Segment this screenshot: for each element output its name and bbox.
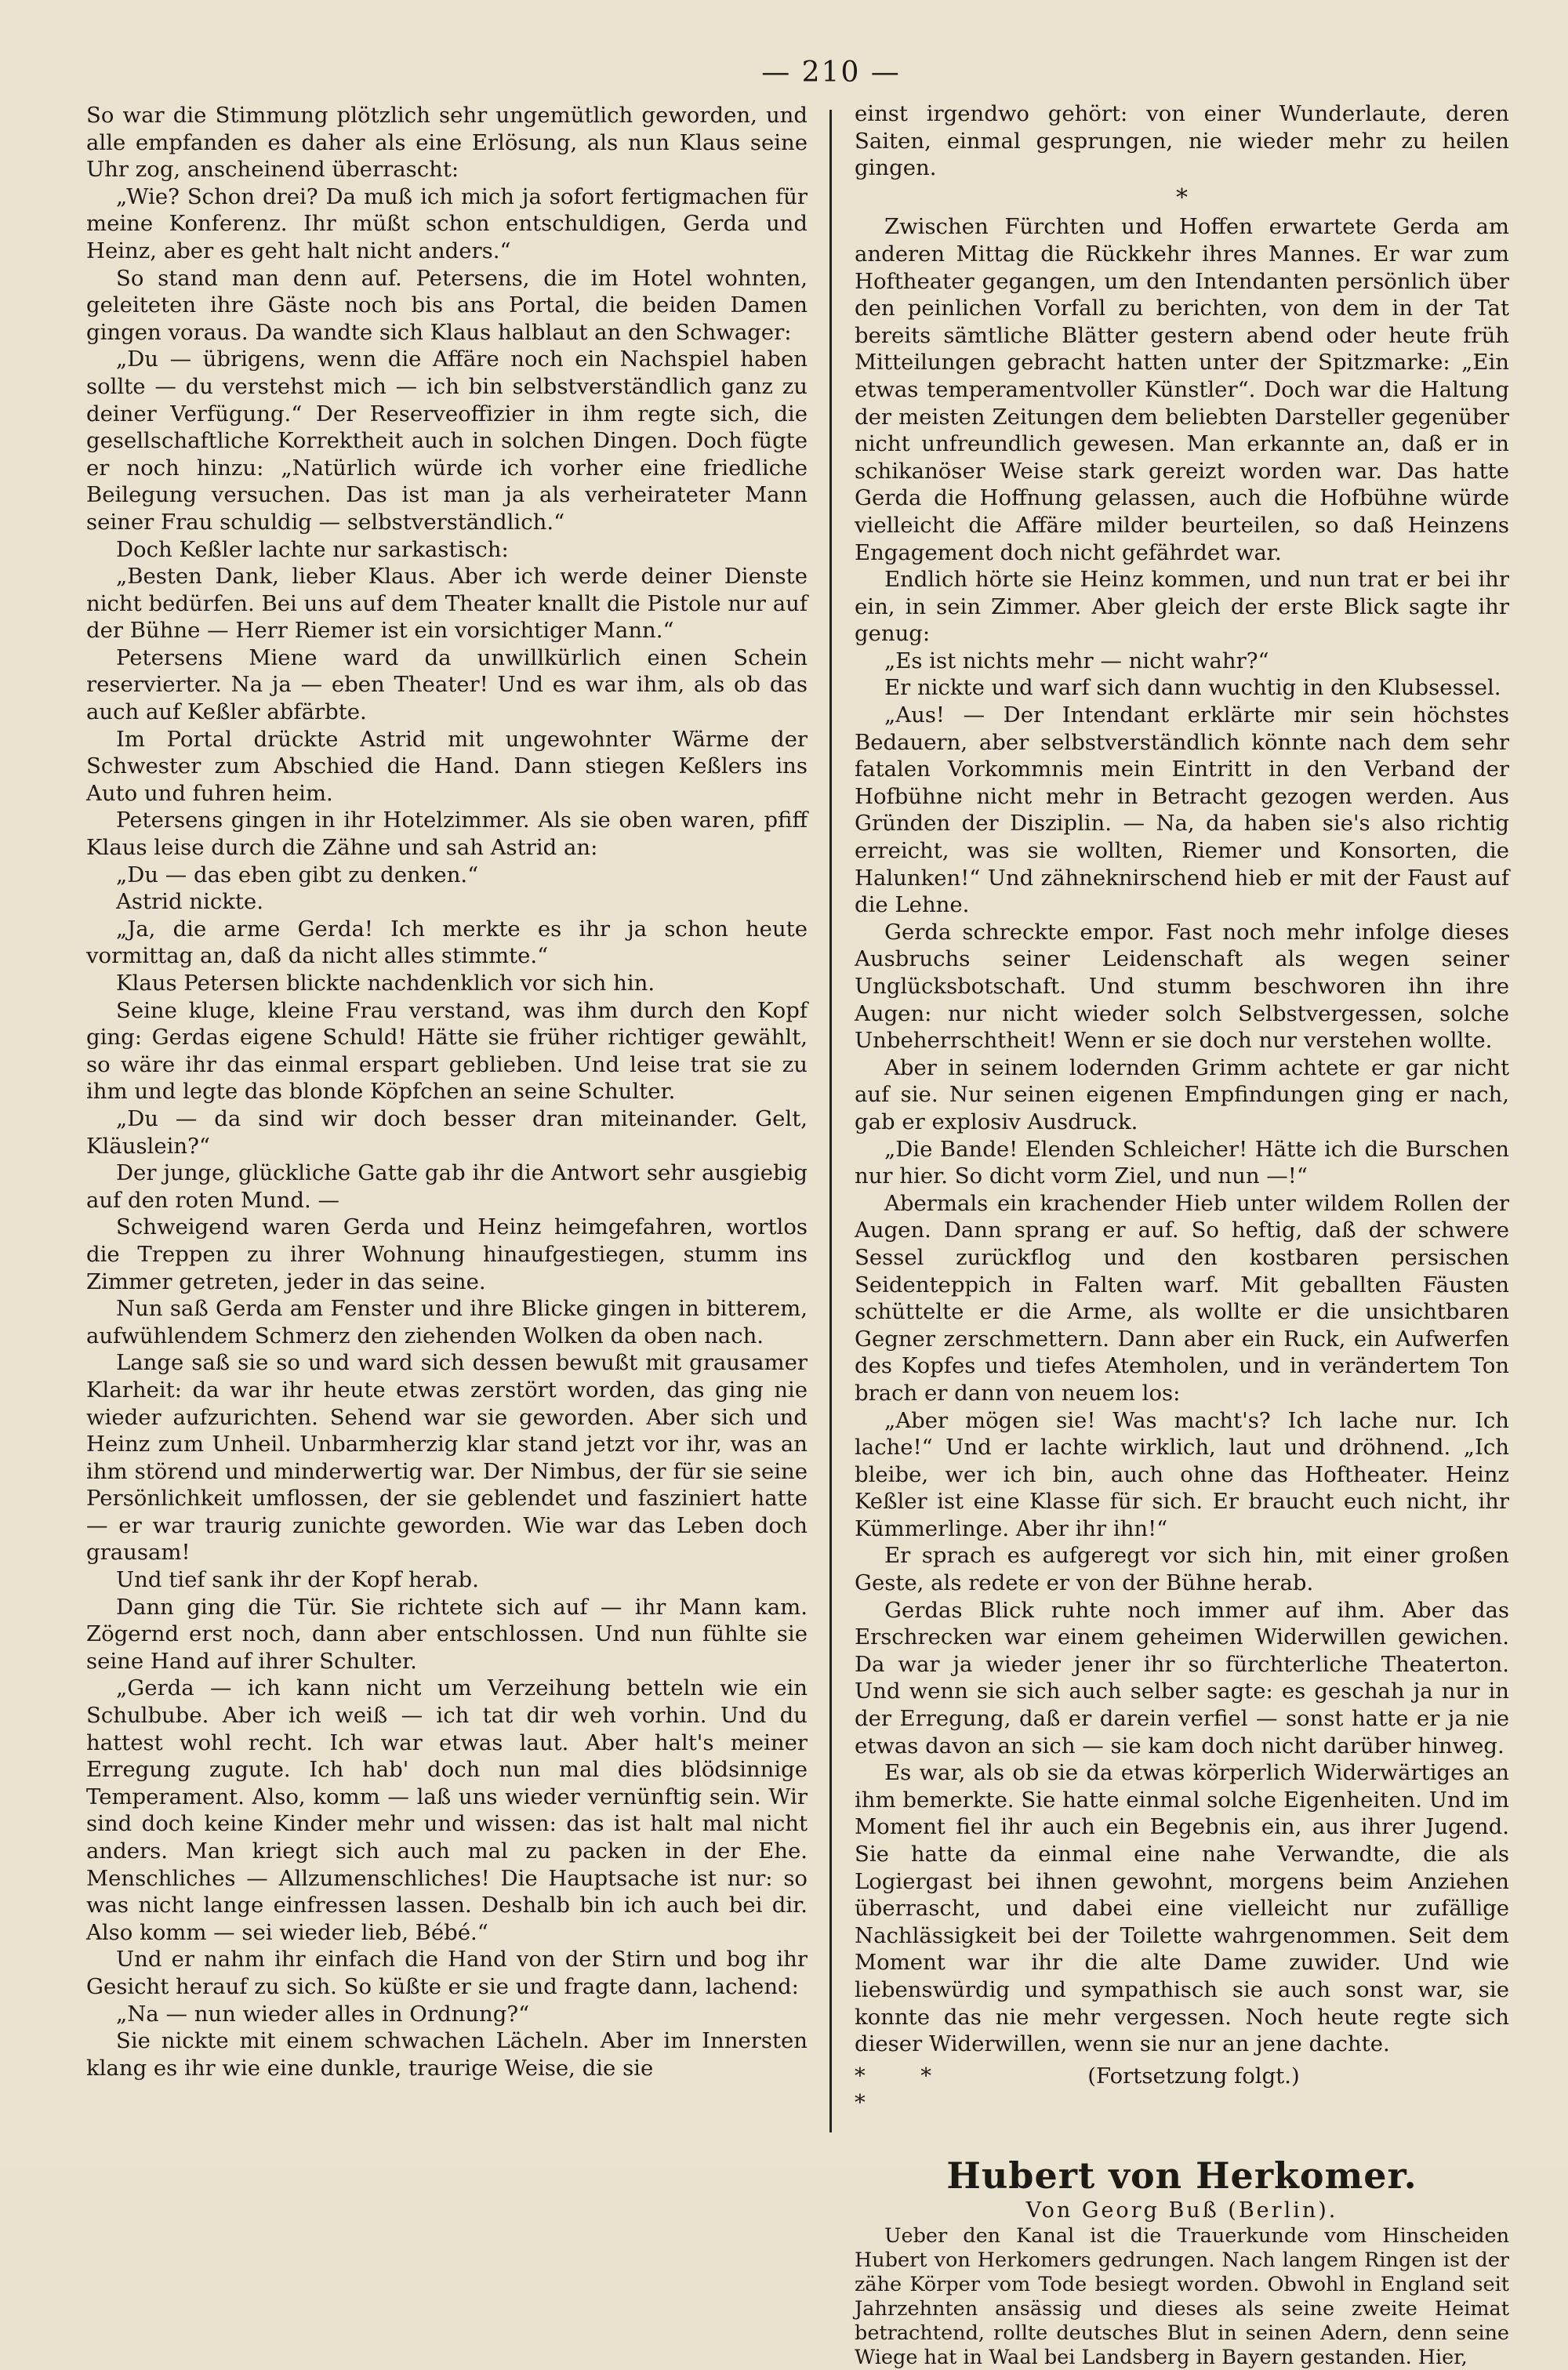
paragraph: „Du — da sind wir doch besser dran miteinander. Gelt, Kläuslein?“ — [86, 1105, 808, 1159]
article-body — [855, 2224, 1509, 2370]
paragraph: „Aus! — Der Intendant erklärte mir sein höchstes Bedauern, aber selbstverständlich könnte nach dem sehr fatalen Vorkommnis mein Eintritt in den Verband der Hofbühne nicht mehr in Betracht gezogen werden. Aus Gründen der Disziplin. — Na, da haben sie's also richtig erreicht, was sie wollten, Riemer und Konsorten, die Halunken!“ Und zähneknirschend hieb er mit der Faust auf die Lehne. — [855, 702, 1509, 918]
paragraph: „Ja, die arme Gerda! Ich merkte es ihr ja schon heute vormittag an, daß da nicht alles stimmte.“ — [86, 916, 808, 969]
paragraph: Gerda schreckte empor. Fast noch mehr infolge dieses Ausbruchs seiner Leidenschaft als wegen seiner Unglücksbotschaft. Und stumm beschworen ihn ihre Augen: nur nicht wieder solch Selbstvergessen, solche Unbeherrschtheit! Wenn er sie doch nur verstehen wollte. — [855, 919, 1509, 1054]
paragraph: Im Portal drückte Astrid mit ungewohnter Wärme der Schwester zum Abschied die Hand. Dann stiegen Keßlers ins Auto und fuhren heim. — [86, 726, 808, 806]
paragraph: Astrid nickte. — [116, 889, 263, 915]
paragraph: Dann ging die Tür. Sie richtete sich auf — ihr Mann kam. Zögernd erst noch, dann aber entschlossen. Und nun fühlte sie seine Hand auf ihrer Schulter. — [86, 1594, 808, 1674]
paragraph: Nun saß Gerda am Fenster und ihre Blicke gingen in bitterem, aufwühlendem Schmerz den ziehenden Wolken da oben nach. — [86, 1296, 808, 1348]
paragraph: Endlich hörte sie Heinz kommen, und nun trat er bei ihr ein, in sein Zimmer. Aber gleich der erste Blick sagte ihr genug: — [855, 567, 1509, 647]
paragraph: So war die Stimmung plötzlich sehr ungemütlich geworden, und alle empfanden es daher als eine Erlösung, als nun Klaus seine Uhr zog, anscheinend überrascht: — [86, 103, 808, 183]
left-column — [86, 102, 808, 2081]
paragraph: So stand man denn auf. Petersens, die im Hotel wohnten, geleiteten ihre Gäste noch bis ans Portal, die beiden Damen gingen voraus. Da wandte sich Klaus halblaut an den Schwager: — [86, 265, 808, 345]
paragraph: „Gerda — ich kann nicht um Verzeihung betteln wie ein Schulbube. Aber ich weiß — ich tat dir weh vorhin. Und du hattest wohl recht. Ich war etwas laut. Aber halt's meiner Erregung zugute. Ich hab' doch nun mal dies blödsinnige Temperament. Also, komm — laß uns wieder vernünftig sein. Wir sind doch keine Kinder mehr und wissen: das ist halt mal nicht anders. Man kriegt sich auch mal zu packen in der Ehe. Menschliches — Allzumenschliches! Die Hauptsache ist nur: so was nicht lange einfressen lassen. Deshalb bin ich auch bei dir. Also komm — sei wieder lieb, Bébé.“ — [86, 1675, 808, 1945]
paragraph: „Besten Dank, lieber Klaus. Aber ich werde deiner Dienste nicht bedürfen. Bei uns auf dem Theater knallt die Pistole nur auf der Bühne — Herr Riemer ist ein vorsichtiger Mann.“ — [86, 564, 808, 644]
paragraph: „Wie? Schon drei? Da muß ich mich ja sofort fertigmachen für meine Konferenz. Ihr müßt schon entschuldigen, Gerda und Heinz, aber es geht halt nicht anders.“ — [86, 183, 808, 263]
article-byline: Von Georg Buß (Berlin). — [1025, 2198, 1338, 2223]
paragraph: „Es ist nichts mehr — nicht wahr?“ — [884, 648, 1269, 673]
paragraph: Zwischen Fürchten und Hoffen erwartete Gerda am anderen Mittag die Rückkehr ihres Mannes. Er war zum Hoftheater gegangen, um den Intendanten persönlich über den peinlichen Vorfall zu berichten, von dem in der Tat bereits sämtliche Blätter gestern abend oder heute früh Mitteilungen gebracht hatten unter der Spitzmarke: „Ein etwas temperamentvoller Künstler“. Doch war die Haltung der meisten Zeitungen dem beliebten Darsteller gegenüber nicht unfreundlich gewesen. Man erkannte an, daß er in schikanöser Weise stark gereizt worden war. Das hatte Gerda die Hoffnung gelassen, auch die Hofbühne würde vielleicht die Affäre milder beurteilen, so daß Heinzens Engagement doch nicht gefährdet war. — [855, 214, 1509, 565]
paragraph: Gerdas Blick ruhte noch immer auf ihm. Aber das Erschrecken war einem geheimen Widerwillen gewichen. Da war ja wieder jener ihr so fürchterliche Theaterton. Und wenn sie sich auch selber sagte: es geschah ja nur in der Erregung, daß er darein verfiel — sonst hatte er ja nie etwas davon an sich — sie kam doch nicht darüber hinweg. — [855, 1597, 1509, 1758]
paragraph: Er nickte und warf sich dann wuchtig in den Klubsessel. — [884, 675, 1501, 701]
paragraph: Abermals ein krachender Hieb unter wildem Rollen der Augen. Dann sprang er auf. So heftig, daß der schwere Sessel zurückflog und den kostbaren persischen Seidenteppich in Falten warf. Mit geballten Fäusten schüttelte er die Arme, als wollte er die unsichtbaren Gegner zerschmettern. Dann aber ein Ruck, ein Aufwerfen des Kopfes und tiefes Atemholen, und in verändertem Ton brach er dann von neuem los: — [855, 1190, 1509, 1406]
continuation-note: (Fortsetzung folgt.) — [1087, 2063, 1300, 2089]
paragraph: Doch Keßler lachte nur sarkastisch: — [116, 536, 509, 562]
paragraph: Und er nahm ihr einfach die Hand von der Stirn und bog ihr Gesicht herauf zu sich. So küßte er sie und fragte dann, lachend: — [86, 1947, 808, 1999]
section-separator: * — [1176, 183, 1188, 212]
continuation-marks: * * * — [855, 2063, 941, 2116]
continuation-line — [855, 2063, 1509, 2117]
page-number: — 210 — — [761, 56, 901, 89]
column-divider — [829, 110, 832, 2132]
paragraph: Er sprach es aufgeregt vor sich hin, mit einer großen Geste, als redete er von der Bühne herab. — [855, 1543, 1509, 1596]
paragraph: „Du — übrigens, wenn die Affäre noch ein Nachspiel haben sollte — du verstehst mich — ich bin selbstverständlich ganz zu deiner Verfügung.“ Der Reserveoffizier in ihm regte sich, die gesellschaftliche Korrektheit auch in solchen Dingen. Doch fügte er noch hinzu: „Natürlich würde ich vorher eine friedliche Beilegung versuchen. Das ist man ja als verheirateter Mann seiner Frau schuldig — selbstverständlich.“ — [86, 347, 808, 535]
paragraph: Petersens gingen in ihr Hotelzimmer. Als sie oben waren, pfiff Klaus leise durch die Zähne und sah Astrid an: — [86, 808, 808, 861]
paragraph: Und tief sank ihr der Kopf herab. — [116, 1567, 479, 1593]
paragraph: „Aber mögen sie! Was macht's? Ich lache nur. Ich lache!“ Und er lachte wirklich, laut und dröhnend. „Ich bleibe, wer ich bin, auch ohne das Hoftheater. Heinz Keßler ist eine Klasse für sich. Er braucht euch nicht, ihr Kümmerlinge. Aber ihr ihn!“ — [855, 1407, 1509, 1541]
paragraph: Lange saß sie so und ward sich dessen bewußt mit grausamer Klarheit: da war ihr heute etwas zerstört worden, das ging nie wieder aufzurichten. Sehend war sie geworden. Aber sich und Heinz zum Unheil. Unbarmherzig klar stand jetzt vor ihr, was an ihm störend und minderwertig war. Der Nimbus, der für sie seine Persönlichkeit umflossen, der sie geblendet und fasziniert hatte — er war traurig zunichte geworden. Wie war das Leben doch grausam! — [86, 1350, 808, 1566]
paragraph: „Du — das eben gibt zu denken.“ — [116, 862, 479, 887]
paragraph: Schweigend waren Gerda und Heinz heimgefahren, wortlos die Treppen zu ihrer Wohnung hinaufgestiegen, stumm ins Zimmer getreten, jeder in das seine. — [86, 1214, 808, 1294]
paragraph: Aber in seinem lodernden Grimm achtete er gar nicht auf sie. Nur seinen eigenen Empfindungen ging er nach, gab er explosiv Ausdruck. — [855, 1054, 1509, 1134]
paragraph: „Die Bande! Elenden Schleicher! Hätte ich die Burschen nur hier. So dicht vorm Ziel, und nun —!“ — [855, 1136, 1509, 1189]
paragraph: „Na — nun wieder alles in Ordnung?“ — [116, 2001, 530, 2027]
paragraph: Ueber den Kanal ist die Trauerkunde vom Hinscheiden Hubert von Herkomers gedrungen. Nach langem Ringen ist der zähe Körper vom Tode besiegt worden. Obwohl in England seit Jahrzehnten ansässig und dieses als seine zweite Heimat betrachtend, rollte deutsches Blut in seinen Adern, denn seine Wiege hat in Waal bei Landsberg in Bayern gestanden. Hier, — [855, 2224, 1509, 2370]
paragraph: einst irgendwo gehört: von einer Wunderlaute, deren Saiten, einmal gesprungen, nie wieder mehr zu heilen gingen. — [855, 101, 1509, 181]
paragraph: Seine kluge, kleine Frau verstand, was ihm durch den Kopf ging: Gerdas eigene Schuld! Hätte sie früher richtiger gewählt, so wäre ihr das einmal erspart geblieben. Und leise trat sie zu ihm und legte das blonde Köpfchen an seine Schulter. — [86, 997, 808, 1105]
article-title: Hubert von Herkomer. — [946, 2154, 1417, 2197]
paragraph: Der junge, glückliche Gatte gab ihr die Antwort sehr ausgiebig auf den roten Mund. — — [86, 1160, 808, 1213]
paragraph: Sie nickte mit einem schwachen Lächeln. Aber im Innersten klang es ihr wie eine dunkle, traurige Weise, die sie — [86, 2028, 808, 2081]
paragraph: Petersens Miene ward da unwillkürlich einen Schein reservierter. Na ja — eben Theater! Und es war ihm, als ob das auch auf Keßler abfärbte. — [86, 644, 808, 725]
paragraph: Es war, als ob sie da etwas körperlich Widerwärtiges an ihm bemerkte. Sie hatte einmal solche Eigenheiten. Und im Moment fiel ihr auch ein Begebnis ein, aus ihrer Jugend. Sie hatte da einmal eine nahe Verwandte, die als Logiergast bei ihnen gewohnt, morgens beim Anziehen überrascht, und dabei eine vielleicht nur zufällige Nachlässigkeit bei der Toilette wahrgenommen. Seit dem Moment war ihr die alte Dame zuwider. Und wie liebenswürdig und sympathisch sie auch sonst war, sie konnte das nie mehr vergessen. Noch heute regte sich dieser Widerwillen, wenn sie nur an jene dachte. — [855, 1760, 1509, 2057]
right-column — [855, 100, 1509, 2370]
paragraph: Klaus Petersen blickte nachdenklich vor sich hin. — [116, 971, 655, 996]
